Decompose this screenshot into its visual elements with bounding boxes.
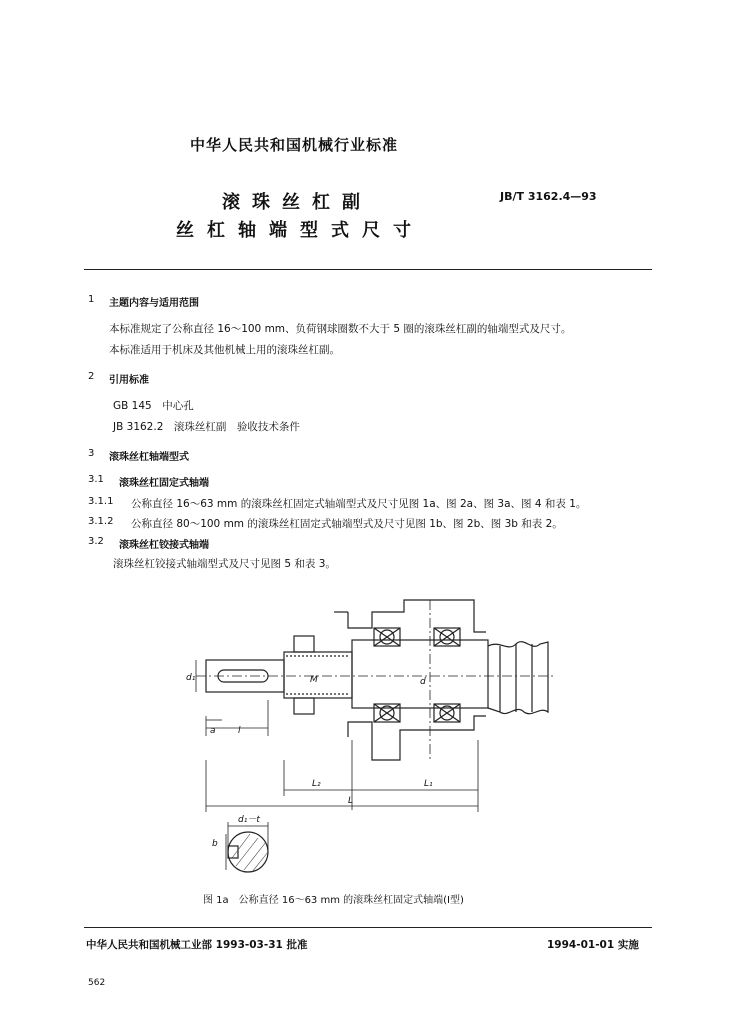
approval-note: 中华人民共和国机械工业部 1993-03-31 批准 xyxy=(86,939,308,951)
section-2-number: 2 xyxy=(88,371,95,382)
label-d: d xyxy=(420,677,426,687)
section-3-2-number: 3.2 xyxy=(88,536,104,547)
section-3-heading: 滚珠丝杠轴端型式 xyxy=(109,452,189,463)
standard-code: JB/T 3162.4—93 xyxy=(500,190,597,203)
footer-divider xyxy=(84,927,652,928)
label-b: b xyxy=(212,839,218,849)
section-3-2-text: 滚珠丝杠铰接式轴端型式及尺寸见图 5 和表 3。 xyxy=(113,558,336,570)
reference-gb145: GB 145 中心孔 xyxy=(113,400,194,412)
label-L: L xyxy=(348,796,354,806)
section-1-number: 1 xyxy=(88,294,95,305)
section-1-paragraph-2: 本标准适用于机床及其他机械上用的滚珠丝杠副。 xyxy=(109,344,340,356)
label-L1: L₁ xyxy=(424,779,433,789)
standard-title-line1: 滚珠丝杠副 xyxy=(222,192,372,213)
section-3-1-heading: 滚珠丝杠固定式轴端 xyxy=(119,478,209,489)
section-1-heading: 主题内容与适用范围 xyxy=(109,298,199,309)
label-d1-t: d₁－t xyxy=(238,815,260,825)
label-l: l xyxy=(238,726,241,736)
reference-jb3162-2: JB 3162.2 滚珠丝杠副 验收技术条件 xyxy=(113,421,300,433)
section-3-1-2-text: 公称直径 80～100 mm 的滚珠丝杠固定式轴端型式及尺寸见图 1b、图 2b、图 3b 和表 2。 xyxy=(131,518,563,530)
section-3-1-2-number: 3.1.2 xyxy=(88,516,114,527)
section-3-1-number: 3.1 xyxy=(88,474,104,485)
effective-date: 1994-01-01 实施 xyxy=(547,939,639,951)
label-L2: L₂ xyxy=(312,779,321,789)
label-a: a xyxy=(210,726,216,736)
standard-title-line2: 丝杠轴端型式尺寸 xyxy=(176,220,424,241)
label-M: M xyxy=(310,675,318,685)
issuing-organization: 中华人民共和国机械行业标准 xyxy=(190,136,399,154)
label-d1: d₁ xyxy=(186,673,196,683)
section-3-number: 3 xyxy=(88,448,95,459)
section-3-2-heading: 滚珠丝杠铰接式轴端 xyxy=(119,540,209,551)
section-2-heading: 引用标准 xyxy=(109,375,149,386)
section-3-1-1-number: 3.1.1 xyxy=(88,496,114,507)
section-3-1-1-text: 公称直径 16～63 mm 的滚珠丝杠固定式轴端型式及尺寸见图 1a、图 2a、图 3a、图 4 和表 1。 xyxy=(131,498,587,510)
page-number: 562 xyxy=(88,978,106,988)
figure-caption: 图 1a 公称直径 16～63 mm 的滚珠丝杠固定式轴端(Ⅰ型) xyxy=(203,895,464,906)
section-1-paragraph-1: 本标准规定了公称直径 16～100 mm、负荷钢球圈数不大于 5 圈的滚珠丝杠副的轴端型式及尺寸。 xyxy=(109,323,572,335)
